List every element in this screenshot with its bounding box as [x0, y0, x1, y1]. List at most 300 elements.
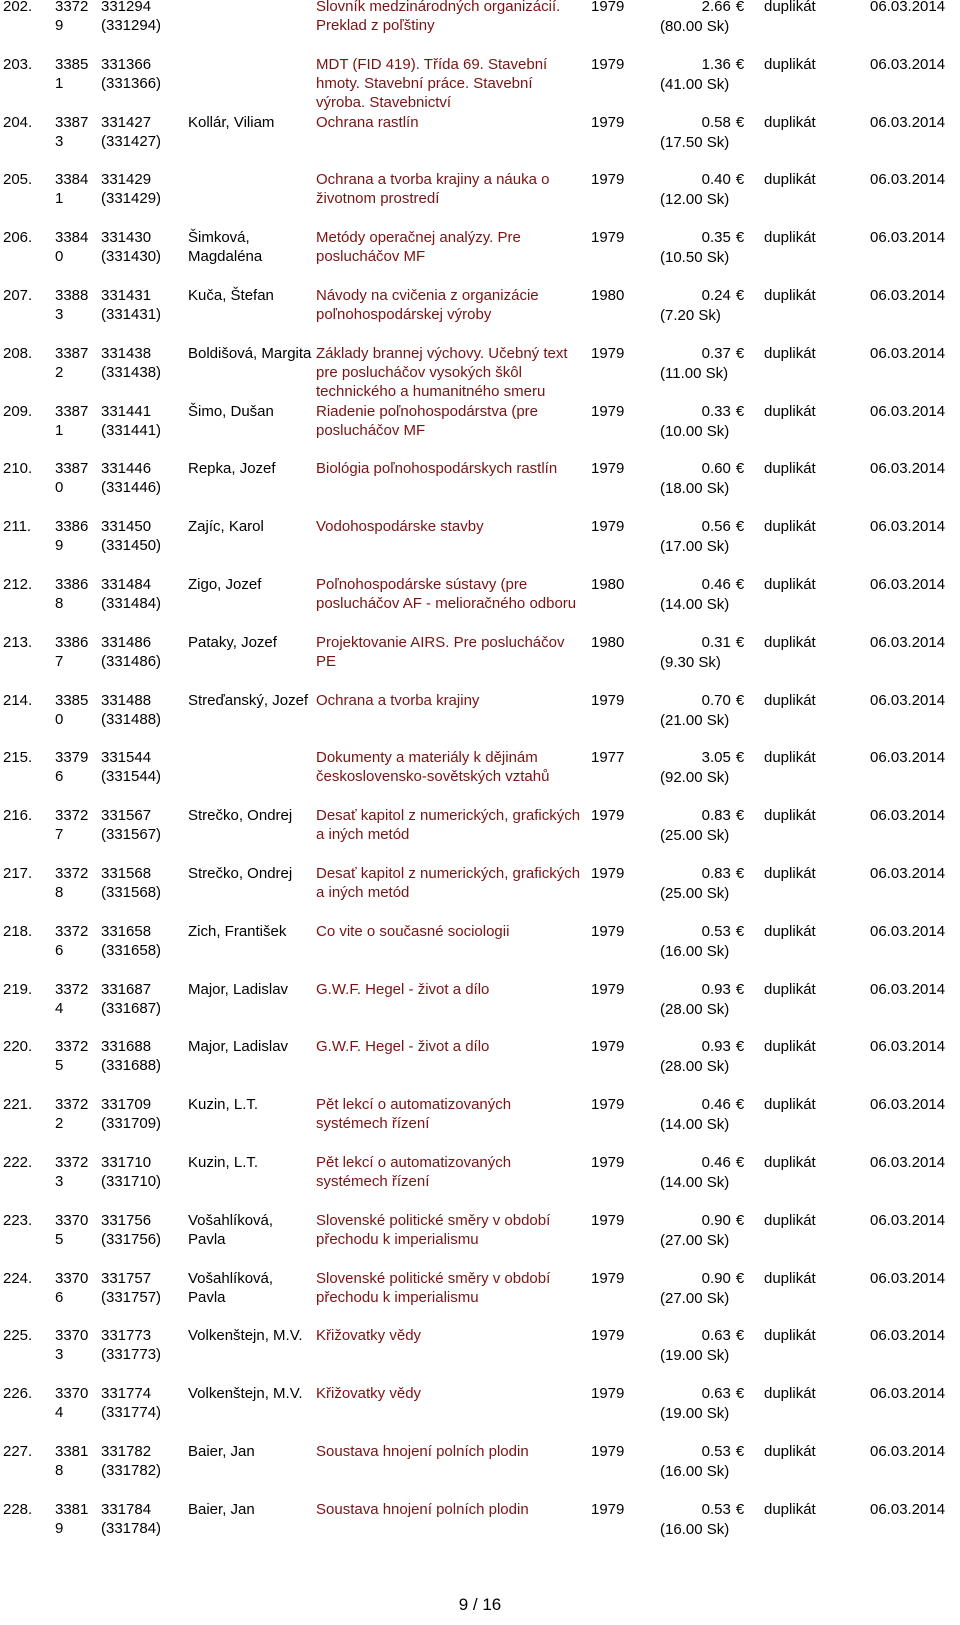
- table-row: [0, 1037, 960, 1095]
- table-row: [0, 402, 960, 460]
- item-code-value: 331782: [101, 1443, 152, 1460]
- euro-icon: €: [735, 633, 745, 651]
- date: 06.03.2014: [870, 113, 946, 131]
- record-id-part-2: 0: [55, 248, 64, 266]
- book-title: Křižovatky vědy: [316, 1385, 422, 1403]
- item-code: [101, 228, 161, 266]
- author: Zich, František: [188, 922, 287, 940]
- table-row: [0, 1384, 960, 1442]
- price-sk: (16.00 Sk): [660, 1463, 730, 1480]
- row-number: 211.: [3, 518, 32, 536]
- price-value: 0.46: [701, 1154, 731, 1171]
- item-code: [101, 459, 161, 497]
- price-sk: (92.00 Sk): [660, 769, 730, 787]
- record-id-part-1: 3387: [55, 113, 89, 131]
- status-badge: duplikát: [764, 576, 816, 593]
- date: 06.03.2014: [870, 749, 946, 767]
- publication-year: 1979: [591, 1038, 625, 1056]
- item-code-value: 331427: [101, 113, 152, 131]
- item-code: [101, 575, 161, 613]
- author: Baier, Jan: [188, 1500, 255, 1518]
- table-row: [0, 806, 960, 864]
- status-badge: duplikát: [764, 1269, 816, 1287]
- record-id: [55, 1037, 88, 1075]
- table-row: [0, 1442, 960, 1500]
- item-code: [101, 170, 161, 208]
- table-row: [0, 1211, 960, 1269]
- euro-icon: €: [735, 0, 745, 15]
- record-id-part-2: 2: [55, 1115, 64, 1133]
- record-id: [55, 1211, 88, 1249]
- record-id: [55, 922, 88, 960]
- price-sk: (19.00 Sk): [660, 1347, 730, 1365]
- price: [665, 459, 745, 478]
- date: 06.03.2014: [870, 171, 946, 189]
- record-id-part-2: 3: [55, 132, 64, 150]
- record-id-part-2: 9: [55, 537, 64, 555]
- item-code-value: 331366: [101, 55, 152, 73]
- euro-icon: €: [735, 1154, 745, 1171]
- item-code-paren: (331429): [101, 190, 162, 208]
- status-badge: duplikát: [764, 402, 816, 420]
- publication-year: 1979: [591, 460, 625, 478]
- record-id-part-2: 9: [55, 17, 64, 34]
- item-code-value: 331486: [101, 633, 152, 651]
- item-code: [101, 980, 161, 1018]
- item-code-value: 331488: [101, 691, 152, 709]
- status-badge: duplikát: [764, 633, 816, 651]
- record-id-part-2: 8: [55, 595, 64, 612]
- status-badge: duplikát: [764, 1500, 816, 1518]
- price-value: 0.53: [701, 922, 731, 940]
- date: 06.03.2014: [870, 518, 946, 536]
- status-badge: duplikát: [764, 749, 816, 767]
- item-code-paren: (331441): [101, 421, 162, 439]
- record-id-part-2: 6: [55, 1288, 64, 1306]
- row-number: 209.: [3, 402, 33, 420]
- item-code-value: 331430: [101, 229, 152, 247]
- price: [665, 575, 745, 594]
- item-code-value: 331784: [101, 1500, 152, 1518]
- price-value: 0.35: [701, 229, 731, 247]
- item-code-paren: (331687): [101, 999, 162, 1017]
- item-code-paren: (331427): [101, 132, 162, 150]
- publication-year: 1979: [591, 1269, 625, 1287]
- row-number: 228.: [3, 1500, 33, 1518]
- record-id-part-1: 3384: [55, 229, 89, 247]
- author: Streďanský, Jozef: [188, 691, 309, 709]
- record-id-part-1: 3385: [55, 691, 89, 709]
- status-badge: duplikát: [764, 1211, 816, 1229]
- euro-icon: €: [735, 1211, 745, 1229]
- price: [665, 864, 745, 883]
- author: Zigo, Jozef: [188, 576, 262, 593]
- price-value: 0.93: [701, 980, 731, 998]
- table-row: [0, 922, 960, 980]
- date: 06.03.2014: [870, 922, 946, 940]
- record-id-part-2: 1: [55, 190, 64, 208]
- price-value: 0.90: [701, 1269, 731, 1287]
- date: 06.03.2014: [870, 287, 946, 304]
- date: 06.03.2014: [870, 460, 946, 478]
- record-id: [55, 864, 88, 902]
- table-row: [0, 1095, 960, 1153]
- price-sk: (27.00 Sk): [660, 1289, 730, 1307]
- row-number: 202.: [3, 0, 33, 15]
- item-code: [101, 1442, 161, 1480]
- status-badge: duplikát: [764, 922, 816, 940]
- date: 06.03.2014: [870, 402, 946, 420]
- euro-icon: €: [735, 287, 745, 304]
- record-id-part-1: 3372: [55, 0, 89, 15]
- record-id: [55, 113, 88, 151]
- status-badge: duplikát: [764, 460, 816, 478]
- item-code-value: 331658: [101, 922, 152, 940]
- price: [665, 1211, 745, 1230]
- item-code-paren: (331294): [101, 17, 162, 34]
- item-code-paren: (331567): [101, 826, 162, 844]
- date: 06.03.2014: [870, 1269, 946, 1287]
- publication-year: 1979: [591, 229, 625, 247]
- table-row: [0, 1326, 960, 1384]
- price-sk: (12.00 Sk): [660, 191, 730, 209]
- date: 06.03.2014: [870, 807, 946, 825]
- record-id-part-1: 3372: [55, 922, 89, 940]
- price-sk: (17.50 Sk): [660, 133, 730, 151]
- euro-icon: €: [735, 1269, 745, 1287]
- table-row: [0, 633, 960, 691]
- price-sk: (10.50 Sk): [660, 249, 730, 267]
- row-number: 218.: [3, 922, 33, 940]
- date: 06.03.2014: [870, 1327, 946, 1345]
- item-code-value: 331441: [101, 402, 152, 420]
- record-id-part-1: 3387: [55, 402, 89, 420]
- publication-year: 1980: [591, 633, 625, 651]
- item-code-value: 331484: [101, 576, 152, 593]
- date: 06.03.2014: [870, 1500, 946, 1518]
- item-code: [101, 55, 161, 93]
- item-code-paren: (331709): [101, 1115, 162, 1133]
- book-title: G.W.F. Hegel - život a dílo: [316, 1038, 490, 1056]
- book-title: Slovenské politické směry v období přechodu k imperialismu: [316, 1211, 551, 1248]
- book-title: Co vite o současné sociologii: [316, 922, 510, 940]
- euro-icon: €: [735, 1038, 745, 1056]
- price: [665, 1095, 745, 1114]
- euro-icon: €: [735, 1443, 745, 1460]
- row-number: 216.: [3, 807, 33, 825]
- euro-icon: €: [735, 1096, 745, 1114]
- price-sk: (80.00 Sk): [660, 18, 730, 35]
- publication-year: 1979: [591, 1443, 625, 1460]
- price-value: 0.90: [701, 1211, 731, 1229]
- record-id: [55, 980, 88, 1018]
- record-id: [55, 1095, 88, 1133]
- table-row: [0, 0, 960, 55]
- price: [665, 1037, 745, 1056]
- book-title: Projektovanie AIRS. Pre poslucháčov PE: [316, 633, 565, 670]
- status-badge: duplikát: [764, 1096, 816, 1114]
- publication-year: 1979: [591, 922, 625, 940]
- euro-icon: €: [735, 1500, 745, 1518]
- author: Pataky, Jozef: [188, 633, 277, 651]
- item-code-value: 331688: [101, 1038, 152, 1056]
- price-sk: (27.00 Sk): [660, 1231, 730, 1249]
- row-number: 203.: [3, 55, 33, 73]
- euro-icon: €: [735, 865, 745, 882]
- record-id: [55, 1500, 88, 1538]
- author: Major, Ladislav: [188, 980, 289, 998]
- item-code: [101, 286, 161, 324]
- record-id: [55, 55, 88, 93]
- book-title: Základy brannej výchovy. Učebný text pre poslucháčov vysokých škôl technického a humanitného smeru: [316, 344, 568, 400]
- author: Vošahlíková, Pavla: [188, 1211, 274, 1248]
- publication-year: 1979: [591, 1154, 625, 1171]
- price-sk: (21.00 Sk): [660, 711, 730, 729]
- record-id-part-2: 6: [55, 768, 64, 786]
- date: 06.03.2014: [870, 633, 946, 651]
- date: 06.03.2014: [870, 1385, 946, 1403]
- price-sk: (14.00 Sk): [660, 596, 730, 613]
- table-row: [0, 748, 960, 806]
- price-sk: (25.00 Sk): [660, 827, 730, 845]
- euro-icon: €: [735, 691, 745, 709]
- book-title: Soustava hnojení polních plodin: [316, 1443, 529, 1460]
- table-row: [0, 228, 960, 286]
- price-sk: (9.30 Sk): [660, 653, 721, 671]
- author: Šimková, Magdaléna: [188, 229, 263, 266]
- book-title: Poľnohospodárske sústavy (pre poslucháčov AF - melioračného odboru: [316, 576, 577, 612]
- price: [665, 228, 745, 247]
- price: [665, 517, 745, 536]
- item-code: [101, 1269, 161, 1307]
- record-id-part-2: 3: [55, 1173, 64, 1190]
- publication-year: 1979: [591, 171, 625, 189]
- euro-icon: €: [735, 576, 745, 593]
- euro-icon: €: [735, 922, 745, 940]
- record-id-part-2: 0: [55, 710, 64, 728]
- author: Strečko, Ondrej: [188, 807, 293, 825]
- row-number: 206.: [3, 229, 33, 247]
- publication-year: 1979: [591, 1385, 625, 1403]
- row-number: 223.: [3, 1211, 33, 1229]
- price: [665, 113, 745, 132]
- row-number: 205.: [3, 171, 33, 189]
- status-badge: duplikát: [764, 1327, 816, 1345]
- date: 06.03.2014: [870, 0, 946, 15]
- record-id-part-2: 3: [55, 1346, 64, 1364]
- price-value: 0.93: [701, 1038, 731, 1056]
- publication-year: 1979: [591, 1211, 625, 1229]
- price-value: 0.40: [701, 171, 731, 189]
- record-id-part-1: 3388: [55, 287, 89, 304]
- table-row: [0, 980, 960, 1038]
- item-code-paren: (331486): [101, 652, 162, 670]
- item-code-paren: (331774): [101, 1404, 162, 1422]
- status-badge: duplikát: [764, 1038, 816, 1056]
- record-id-part-1: 3386: [55, 518, 89, 536]
- book-title: G.W.F. Hegel - život a dílo: [316, 980, 490, 998]
- book-title: Pět lekcí o automatizovaných systémech řízení: [316, 1096, 512, 1133]
- record-id-part-2: 1: [55, 74, 64, 92]
- record-id-part-2: 5: [55, 1057, 64, 1075]
- table-row: [0, 113, 960, 171]
- price: [665, 1269, 745, 1288]
- price-sk: (14.00 Sk): [660, 1116, 730, 1134]
- item-code-paren: (331710): [101, 1173, 162, 1190]
- publication-year: 1979: [591, 0, 625, 15]
- row-number: 217.: [3, 865, 33, 882]
- price-value: 0.83: [701, 807, 731, 825]
- record-id-part-1: 3370: [55, 1211, 89, 1229]
- author: Zajíc, Karol: [188, 518, 264, 536]
- euro-icon: €: [735, 344, 745, 362]
- item-code-paren: (331782): [101, 1462, 162, 1479]
- table-row: [0, 1269, 960, 1327]
- row-number: 219.: [3, 980, 33, 998]
- item-code: [101, 633, 161, 671]
- item-code-value: 331446: [101, 460, 152, 478]
- item-code: [101, 748, 161, 786]
- item-code-paren: (331658): [101, 941, 162, 959]
- book-title: Pět lekcí o automatizovaných systémech řízení: [316, 1154, 512, 1190]
- record-id-part-1: 3381: [55, 1443, 89, 1460]
- price: [665, 1384, 745, 1403]
- price-sk: (16.00 Sk): [660, 1520, 730, 1538]
- table-row: [0, 344, 960, 402]
- date: 06.03.2014: [870, 980, 946, 998]
- item-code: [101, 1211, 161, 1249]
- table-row: [0, 691, 960, 749]
- book-title: Slovník medzinárodných organizácií. Preklad z poľštiny: [316, 0, 561, 34]
- price-sk: (10.00 Sk): [660, 422, 730, 440]
- price: [665, 1442, 745, 1461]
- price-value: 2.66: [701, 0, 731, 15]
- record-id-part-1: 3384: [55, 171, 89, 189]
- record-id-part-2: 4: [55, 999, 64, 1017]
- date: 06.03.2014: [870, 576, 946, 593]
- euro-icon: €: [735, 1385, 745, 1403]
- record-id-part-2: 9: [55, 1519, 64, 1537]
- price-value: 0.24: [701, 287, 731, 304]
- record-id: [55, 1153, 88, 1191]
- publication-year: 1979: [591, 807, 625, 825]
- publication-year: 1979: [591, 344, 625, 362]
- item-code-paren: (331484): [101, 595, 162, 612]
- record-id-part-2: 0: [55, 479, 64, 497]
- item-code-value: 331429: [101, 171, 152, 189]
- record-id-part-2: 8: [55, 1462, 64, 1479]
- page-number: 9 / 16: [458, 1595, 502, 1614]
- row-number: 221.: [3, 1096, 33, 1114]
- book-title: Slovenské politické směry v období přechodu k imperialismu: [316, 1269, 551, 1306]
- table-row: [0, 864, 960, 922]
- book-title: Vodohospodárske stavby: [316, 518, 484, 536]
- book-title: Ochrana rastlín: [316, 113, 419, 131]
- status-badge: duplikát: [764, 0, 816, 15]
- date: 06.03.2014: [870, 229, 946, 247]
- date: 06.03.2014: [870, 1211, 946, 1229]
- record-id-part-1: 3372: [55, 1038, 89, 1056]
- record-id-part-2: 7: [55, 652, 64, 670]
- author: Repka, Jozef: [188, 460, 276, 478]
- item-code: [101, 402, 161, 440]
- price-value: 0.33: [701, 402, 731, 420]
- price: [665, 922, 745, 941]
- publication-year: 1979: [591, 980, 625, 998]
- price-value: 0.63: [701, 1385, 731, 1403]
- record-id: [55, 691, 88, 729]
- book-title: Ochrana a tvorba krajiny: [316, 691, 480, 709]
- publication-year: 1980: [591, 576, 625, 593]
- price-value: 0.53: [701, 1443, 731, 1460]
- book-title: Riadenie poľnohospodárstva (pre poslucháčov MF: [316, 402, 539, 439]
- record-id-part-1: 3386: [55, 576, 89, 593]
- item-code-value: 331757: [101, 1269, 152, 1287]
- price: [665, 980, 745, 999]
- item-code-value: 331774: [101, 1385, 152, 1403]
- price-sk: (7.20 Sk): [660, 307, 721, 324]
- price-sk: (19.00 Sk): [660, 1405, 730, 1423]
- author: Kuzin, L.T.: [188, 1154, 259, 1171]
- date: 06.03.2014: [870, 344, 946, 362]
- book-title: Soustava hnojení polních plodin: [316, 1500, 529, 1518]
- item-code: [101, 691, 161, 729]
- euro-icon: €: [735, 749, 745, 767]
- price-sk: (17.00 Sk): [660, 538, 730, 556]
- price: [665, 748, 745, 767]
- date: 06.03.2014: [870, 1038, 946, 1056]
- author: Šimo, Dušan: [188, 402, 274, 420]
- book-title: Dokumenty a materiály k dějinám československo-sovětských vztahů: [316, 749, 550, 786]
- item-code-value: 331568: [101, 865, 152, 882]
- publication-year: 1979: [591, 113, 625, 131]
- euro-icon: €: [735, 229, 745, 247]
- publication-year: 1979: [591, 1327, 625, 1345]
- item-code: [101, 344, 161, 382]
- record-id: [55, 0, 88, 35]
- record-id: [55, 1384, 88, 1422]
- price-value: 0.53: [701, 1500, 731, 1518]
- record-id-part-2: 6: [55, 941, 64, 959]
- item-code: [101, 1153, 161, 1191]
- book-title: Ochrana a tvorba krajiny a náuka o životnom prostredí: [316, 171, 550, 208]
- item-code-paren: (331430): [101, 248, 162, 266]
- price-sk: (11.00 Sk): [660, 364, 729, 382]
- book-title: Desať kapitol z numerických, grafických a iných metód: [316, 807, 581, 844]
- price-value: 0.46: [701, 576, 731, 593]
- price-value: 0.56: [701, 518, 731, 536]
- item-code-value: 331710: [101, 1154, 152, 1171]
- book-title: Biológia poľnohospodárskych rastlín: [316, 460, 558, 478]
- date: 06.03.2014: [870, 1096, 946, 1114]
- author: Kollár, Viliam: [188, 113, 275, 131]
- publication-year: 1979: [591, 1096, 625, 1114]
- euro-icon: €: [735, 55, 745, 73]
- record-id: [55, 748, 88, 786]
- author: Kuča, Štefan: [188, 287, 274, 304]
- table-row: [0, 575, 960, 633]
- record-id-part-1: 3381: [55, 1500, 89, 1518]
- table-row: [0, 286, 960, 344]
- euro-icon: €: [735, 113, 745, 131]
- record-id-part-1: 3379: [55, 749, 89, 767]
- author: Strečko, Ondrej: [188, 865, 293, 882]
- item-code-value: 331438: [101, 344, 152, 362]
- record-id-part-1: 3372: [55, 980, 89, 998]
- row-number: 208.: [3, 344, 33, 362]
- record-id-part-2: 2: [55, 363, 64, 381]
- euro-icon: €: [735, 402, 745, 420]
